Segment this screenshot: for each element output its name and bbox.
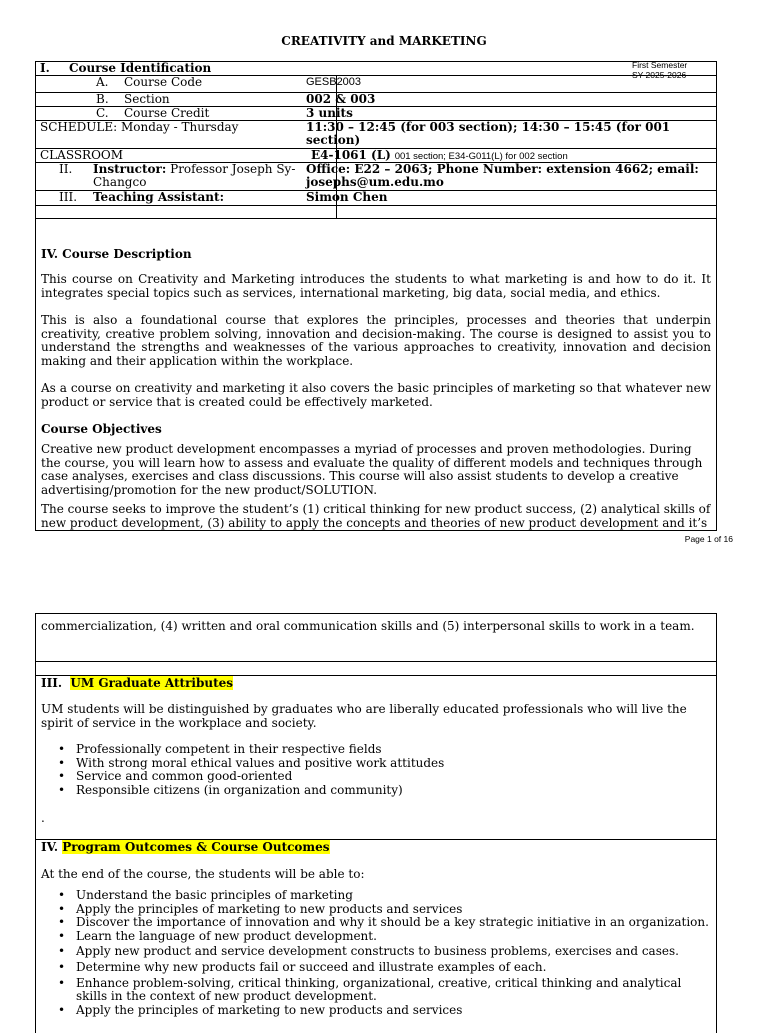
list-item: • Enhance problem-solving, critical thinking, organizational, creative, critical thinking and analytical skills in the context of new product development.: [41, 977, 716, 1004]
section-number-ii: II.: [59, 162, 73, 176]
instructor-name-line1: Professor Joseph Sy-: [170, 162, 296, 176]
description-paragraph-3: As a course on creativity and marketing it also covers the basic principles of marketing so that whatever new product or service that is created could be effectively marketed.: [41, 381, 711, 409]
course-description-heading: IV. Course Description: [41, 247, 192, 261]
list-item: • Discover the importance of innovation and why it should be a key strategic initiative in an organization.: [41, 916, 716, 930]
list-item: • Learn the language of new product development.: [41, 930, 716, 944]
classroom-label: CLASSROOM: [40, 148, 124, 162]
graduate-attributes-list: [41, 743, 716, 797]
course-code-label: Course Code: [124, 75, 203, 89]
course-code-letter: A.: [96, 75, 109, 89]
schedule-label: SCHEDULE: Monday - Thursday: [40, 120, 239, 134]
section-letter: B.: [96, 92, 109, 106]
graduate-attributes-title: UM Graduate Attributes: [70, 676, 234, 690]
section-value: 002 & 003: [306, 92, 376, 106]
outcomes-list: [41, 889, 716, 1017]
schedule-value-line1: 11:30 – 12:45 (for 003 section); 14:30 – 15:45 (for 001: [306, 120, 671, 134]
objectives-paragraph-2: The course seeks to improve the student’s (1) critical thinking for new product success, (2) analytical skills of new product development, (3) ability to apply the concepts and theories of new product development and it’s: [41, 503, 711, 530]
course-objectives-heading: Course Objectives: [41, 422, 162, 436]
instructor-name-line2: Changco: [93, 175, 147, 189]
list-item: • Service and common good-oriented: [41, 770, 716, 784]
instructor-email: josephs@um.edu.mo: [306, 175, 444, 189]
section-number-iii: III.: [59, 190, 78, 204]
document-title: CREATIVITY and MARKETING: [281, 34, 487, 48]
section-label: Section: [124, 92, 170, 106]
course-credit-label: Course Credit: [124, 106, 210, 120]
schedule-value-line2: section): [306, 133, 361, 147]
objectives-continuation: commercialization, (4) written and oral communication skills and (5) interpersonal skills to work in a team.: [41, 619, 695, 633]
section-number-iii-p2: III.: [41, 676, 63, 690]
course-identification-heading: Course Identification: [69, 61, 212, 75]
list-item: • With strong moral ethical values and positive work attitudes: [41, 757, 716, 771]
page2-table: [35, 613, 717, 1033]
description-paragraph-2: This is also a foundational course that explores the principles, processes and theories that underpin creativity, creative problem solving, innovation and decision-making. The course is designed to assist you to understand the strengths and weaknesses of the various approaches to creativity, innovation and decision making and their application within the workplace.: [41, 313, 711, 368]
ta-label: Teaching Assistant:: [93, 190, 224, 204]
classroom-room: E4-1061 (L): [311, 148, 391, 162]
section-number-iv-p2: IV.: [41, 840, 59, 854]
semester-label: First Semester: [632, 60, 688, 70]
trailing-period: .: [41, 811, 45, 825]
ta-value: Simon Chen: [306, 190, 388, 204]
instructor-label: Instructor:: [93, 162, 167, 176]
page-number: Page 1 of 16: [684, 534, 733, 544]
classroom-value: [311, 149, 568, 163]
outcomes-intro: At the end of the course, the students will be able to:: [41, 867, 365, 881]
list-item: • Apply the principles of marketing to new products and services: [41, 1004, 716, 1018]
list-item: • Responsible citizens (in organization and community): [41, 784, 716, 798]
outcomes-heading: [41, 840, 330, 854]
course-credit-value: 3 units: [306, 106, 353, 120]
list-item: • Determine why new products fail or succeed and illustrate examples of each.: [41, 961, 716, 975]
list-item: • Professionally competent in their respective fields: [41, 743, 716, 757]
graduate-attributes-heading: [41, 676, 233, 690]
course-credit-letter: C.: [96, 106, 109, 120]
instructor-contact-line1: Office: E22 – 2063; Phone Number: extension 4662; email:: [306, 162, 699, 176]
school-year-label: SY 2025-2026: [632, 70, 687, 80]
course-code-value: GESB2003: [306, 76, 362, 88]
graduate-attributes-intro: UM students will be distinguished by graduates who are liberally educated professionals who will live the spirit of service in the workplace and society.: [41, 702, 687, 730]
list-item: • Understand the basic principles of marketing: [41, 889, 716, 903]
description-paragraph-1: This course on Creativity and Marketing introduces the students to what marketing is and how to do it. It integrates special topics such as services, international marketing, big data, social media, and ethics.: [41, 272, 711, 300]
classroom-sections: 001 section; E34-G011(L) for 002 section: [394, 151, 568, 162]
list-item: • Apply the principles of marketing to new products and services: [41, 903, 716, 917]
objectives-paragraph-1: Creative new product development encompasses a myriad of processes and proven methodologies. During the course, you will learn how to assess and evaluate the quality of different models and techniques through case analyses, exercises and class discussions. This course will also assist students to develop a creative advertising/promotion for the new product/SOLUTION.: [41, 442, 703, 497]
section-number-i: I.: [40, 61, 50, 75]
list-item: • Apply new product and service development constructs to business problems, exercises and cases.: [41, 945, 716, 959]
outcomes-title: Program Outcomes & Course Outcomes: [62, 840, 330, 854]
course-info-table: [35, 61, 717, 531]
